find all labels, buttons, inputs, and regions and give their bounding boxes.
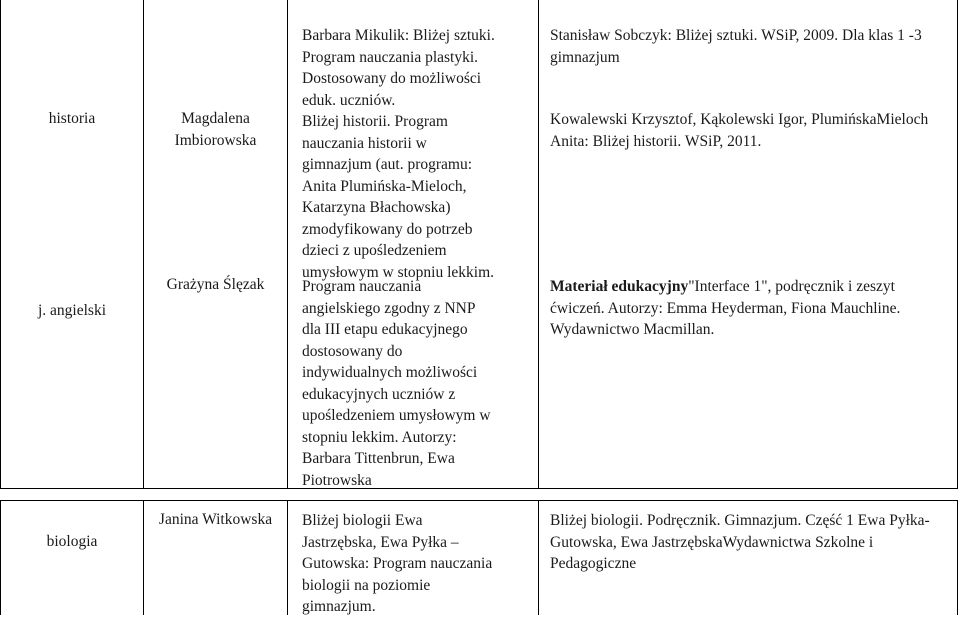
program-line: Barbara Mikulik: Bliżej sztuki.	[302, 27, 495, 44]
program-line: Anita Plumińska-Mieloch,	[302, 177, 467, 195]
program-line: Bliżej historii. Program	[302, 113, 448, 130]
textbook-text	[550, 276, 950, 341]
textbook-bold-label: Materiał edukacyjny	[550, 278, 689, 295]
teacher-name: Janina Witkowska	[158, 511, 273, 528]
teacher-cell	[144, 274, 287, 296]
subject-cell-angielski	[1, 300, 143, 322]
subject-label: j. angielski	[37, 302, 107, 319]
subject-cell-historia	[1, 108, 143, 130]
subject-cell-biologia	[1, 531, 143, 553]
program-line: dla III etapu edukacyjnego	[302, 321, 468, 338]
grid-line	[538, 500, 539, 615]
program-line: zmodyfikowany do potrzeb	[302, 220, 473, 238]
grid-line	[957, 500, 958, 615]
textbook-text: Bliżej biologii. Podręcznik. Gimnazjum. Część 1 Ewa Pyłka-Gutowska, Ewa JastrzębskaWydawnictwa Szkolne i Pedagogiczne	[550, 512, 930, 572]
teacher-name: Grażyna Ślęzak	[166, 276, 265, 293]
program-line: dostosowany do	[302, 342, 403, 360]
textbook-cell	[550, 25, 950, 68]
program-line: gimnazjum (aut. programu:	[302, 156, 473, 173]
textbook-cell	[550, 109, 950, 152]
program-line: angielskiego zgodny z NNP	[302, 299, 476, 317]
grid-line	[538, 0, 539, 489]
program-line: Piotrowska	[302, 471, 372, 489]
program-line: Katarzyna Błachowska)	[302, 199, 451, 216]
teacher-cell	[144, 108, 287, 151]
grid-line	[0, 0, 1, 489]
grid-line	[287, 0, 288, 489]
subject-label: historia	[48, 110, 96, 127]
textbook-text: Stanisław Sobczyk: Bliżej sztuki. WSiP, 2009. Dla klas 1 -3 gimnazjum	[550, 27, 922, 66]
program-line: dzieci z upośledzeniem	[302, 242, 447, 259]
program-line: biologii na poziomie	[302, 576, 431, 594]
teacher-cell	[144, 509, 287, 531]
program-line: upośledzeniem umysłowym w	[302, 407, 491, 424]
program-line: gimnazjum.	[302, 598, 376, 615]
program-cell	[302, 510, 538, 618]
program-cell	[302, 276, 538, 491]
grid-line	[0, 500, 1, 615]
program-line: Dostosowany do możliwości	[302, 70, 482, 87]
grid-line	[287, 500, 288, 615]
subject-label: biologia	[46, 533, 98, 550]
textbook-text: Kowalewski Krzysztof, Kąkolewski Igor, PlumińskaMieloch Anita: Bliżej historii. WSiP, 2011.	[550, 111, 929, 150]
program-line: Program nauczania	[302, 278, 422, 295]
program-line: nauczania historii w	[302, 134, 427, 152]
textbook-cell	[550, 276, 950, 341]
program-line: stopniu lekkim. Autorzy:	[302, 428, 457, 446]
program-line: Bliżej biologii Ewa	[302, 512, 423, 529]
grid-line	[0, 500, 958, 501]
program-line: Jastrzębska, Ewa Pyłka –	[302, 533, 459, 551]
program-line: Gutowska: Program nauczania	[302, 555, 493, 572]
program-line: umysłowym w stopniu lekkim.	[302, 263, 495, 281]
program-line: Barbara Tittenbrun, Ewa	[302, 450, 455, 467]
program-cell	[302, 25, 538, 283]
textbook-cell	[550, 510, 950, 575]
teacher-name: Magdalena Imbiorowska	[174, 110, 257, 149]
program-line: eduk. uczniów.	[302, 91, 396, 109]
grid-line	[957, 0, 958, 489]
program-line: edukacyjnych uczniów z	[302, 385, 456, 403]
program-line: indywidualnych możliwości	[302, 364, 478, 381]
grid-line	[143, 0, 144, 489]
textbook-rest: "Interface 1", podręcznik i zeszyt ćwiczeń. Autorzy: Emma Heyderman, Fiona Mauchline. Wydawnictwo Macmillan.	[550, 278, 901, 338]
program-line: Program nauczania plastyki.	[302, 48, 479, 66]
